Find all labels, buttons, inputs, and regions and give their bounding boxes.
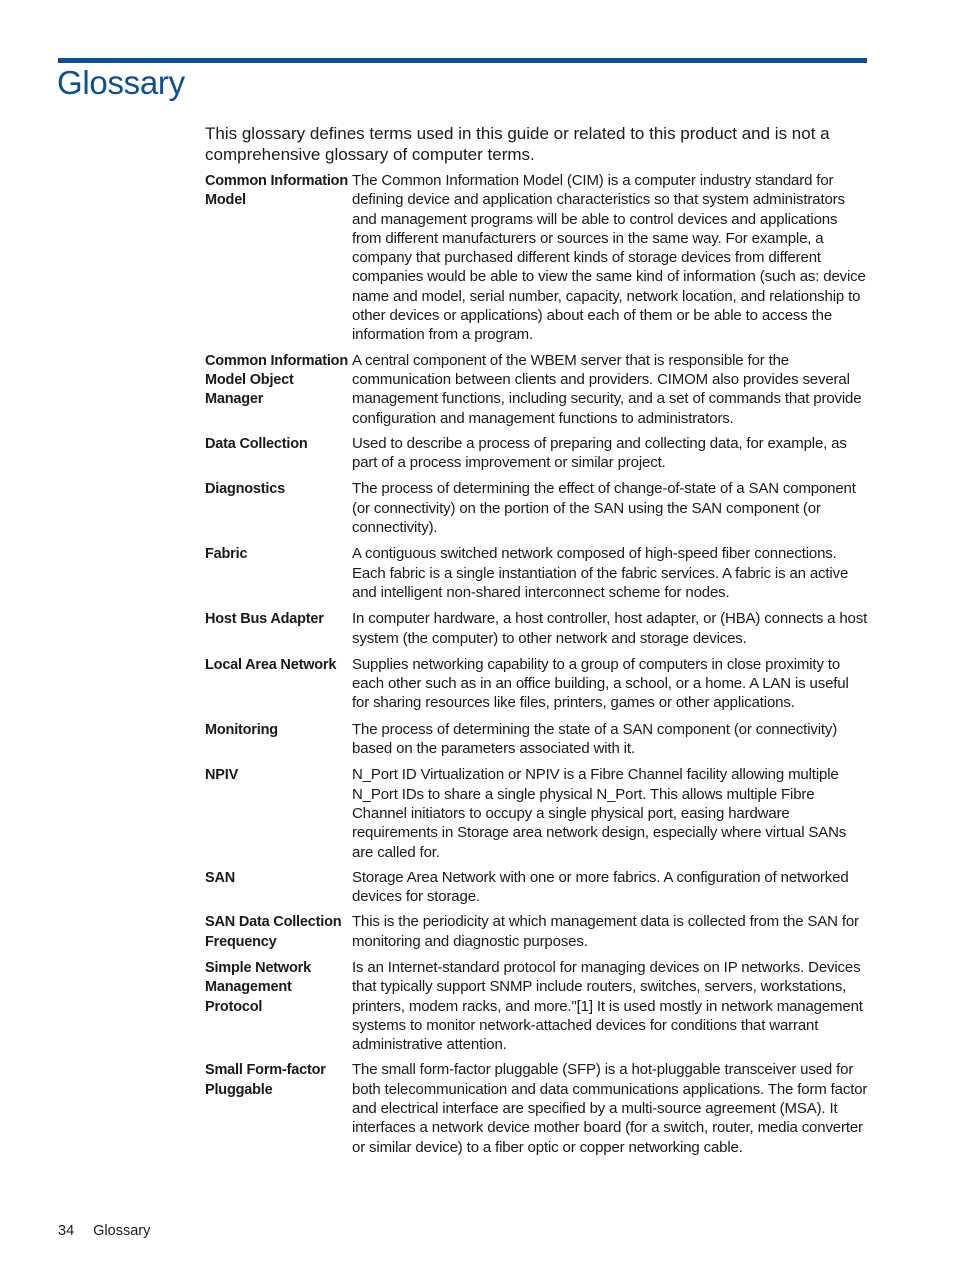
glossary-term: SAN <box>205 869 236 886</box>
glossary-entry <box>205 544 870 602</box>
glossary-definition: Storage Area Network with one or more fabrics. A configuration of networked devices for storage. <box>352 868 849 906</box>
glossary-definition: Supplies networking capability to a group of computers in close proximity to each other such as in an office building, a school, or a home. A LAN is useful for sharing resources like files, printers, games or other applications. <box>352 655 849 712</box>
intro-paragraph: This glossary defines terms used in this guide or related to this product and is not a comprehensive glossary of computer terms. <box>205 124 830 164</box>
glossary-definition: In computer hardware, a host controller, host adapter, or (HBA) connects a host system (the computer) to other network and storage devices. <box>352 610 868 647</box>
glossary-entry <box>205 434 870 473</box>
glossary-entry <box>205 655 870 713</box>
header-rule <box>58 58 867 63</box>
glossary-term: Fabric <box>205 546 248 563</box>
glossary-term: SAN Data Collection Frequency <box>205 914 342 950</box>
glossary-definition: Is an Internet-standard protocol for managing devices on IP networks. Devices that typically support SNMP include routers, switches, servers, workstations, printers, modem racks, and more."[1] It is used mostly in network management systems to monitor network-attached devices for conditions that warrant administrative attention. <box>352 958 863 1054</box>
glossary-term: Small Form-factor Pluggable <box>205 1062 326 1098</box>
glossary-definition: This is the periodicity at which management data is collected from the SAN for monitoring and diagnostic purposes. <box>352 913 859 950</box>
glossary-definition: Used to describe a process of preparing and collecting data, for example, as part of a process improvement or similar project. <box>352 434 847 472</box>
glossary-entry <box>205 765 870 861</box>
glossary-term: NPIV <box>205 767 239 784</box>
glossary-definition: The process of determining the state of a SAN component (or connectivity) based on the parameters associated with it. <box>352 720 838 758</box>
glossary-entry <box>205 479 870 537</box>
glossary-entry <box>205 1060 870 1156</box>
glossary-definition: A contiguous switched network composed of high-speed fiber connections. Each fabric is a single instantiation of the fabric services. A fabric is an active and intelligent non-shared interconnect scheme for nodes. <box>352 545 849 601</box>
glossary-term: Common Information Model Object Manager <box>205 352 349 408</box>
glossary-entry <box>205 720 870 759</box>
glossary-definition: The process of determining the effect of change-of-state of a SAN component (or connectivity) on the portion of the SAN using the SAN component (or connectivity). <box>352 480 856 537</box>
page-footer <box>58 1222 150 1241</box>
glossary-definition: The Common Information Model (CIM) is a computer industry standard for defining device and application characteristics so that system administrators and management programs will be able to control devices and applications from different manufacturers or sources in the same way. For example, a company that purchased different kinds of storage devices from different companies would be able to view the same kind of information (such as: device name and model, serial number, capacity, network location, and relationship to other devices or applications) about each of them or be able to access the information from a program. <box>352 172 866 344</box>
glossary-entry <box>205 958 870 1054</box>
glossary-term: Simple Network Management Protocol <box>205 959 311 1015</box>
page-title: Glossary <box>57 64 185 101</box>
glossary-term: Data Collection <box>205 435 308 452</box>
glossary-term: Monitoring <box>205 721 278 738</box>
footer-section: Glossary <box>93 1223 151 1239</box>
glossary-entry <box>205 171 870 345</box>
glossary-entry <box>205 912 870 952</box>
glossary-definition: N_Port ID Virtualization or NPIV is a Fibre Channel facility allowing multiple N_Port IDs to share a single physical N_Port. This allows multiple Fibre Channel initiators to occupy a single physical port, easing hardware requirements in Storage area network design, especially where virtual SANs are called for. <box>352 766 847 861</box>
glossary-entry <box>205 609 870 648</box>
glossary-term: Diagnostics <box>205 481 285 498</box>
page-number: 34 <box>58 1223 75 1239</box>
glossary-term: Common Information Model <box>205 173 349 209</box>
glossary-entry <box>205 868 870 907</box>
glossary-term: Local Area Network <box>205 656 337 673</box>
glossary-definition: The small form-factor pluggable (SFP) is a hot-pluggable transceiver used for both telecommunication and data communications applications. The form factor and electrical interface are specified by a multi-source agreement (MSA). It interfaces a network device mother board (for a switch, router, media converter or similar device) to a fiber optic or copper networking cable. <box>352 1061 868 1156</box>
glossary-definition: A central component of the WBEM server that is responsible for the communication between clients and providers. CIMOM also provides several management functions, including security, and a set of commands that provide configuration and management functions to administrators. <box>352 351 862 427</box>
glossary-list <box>205 171 870 1157</box>
glossary-term: Host Bus Adapter <box>205 611 324 628</box>
glossary-entry <box>205 351 870 428</box>
